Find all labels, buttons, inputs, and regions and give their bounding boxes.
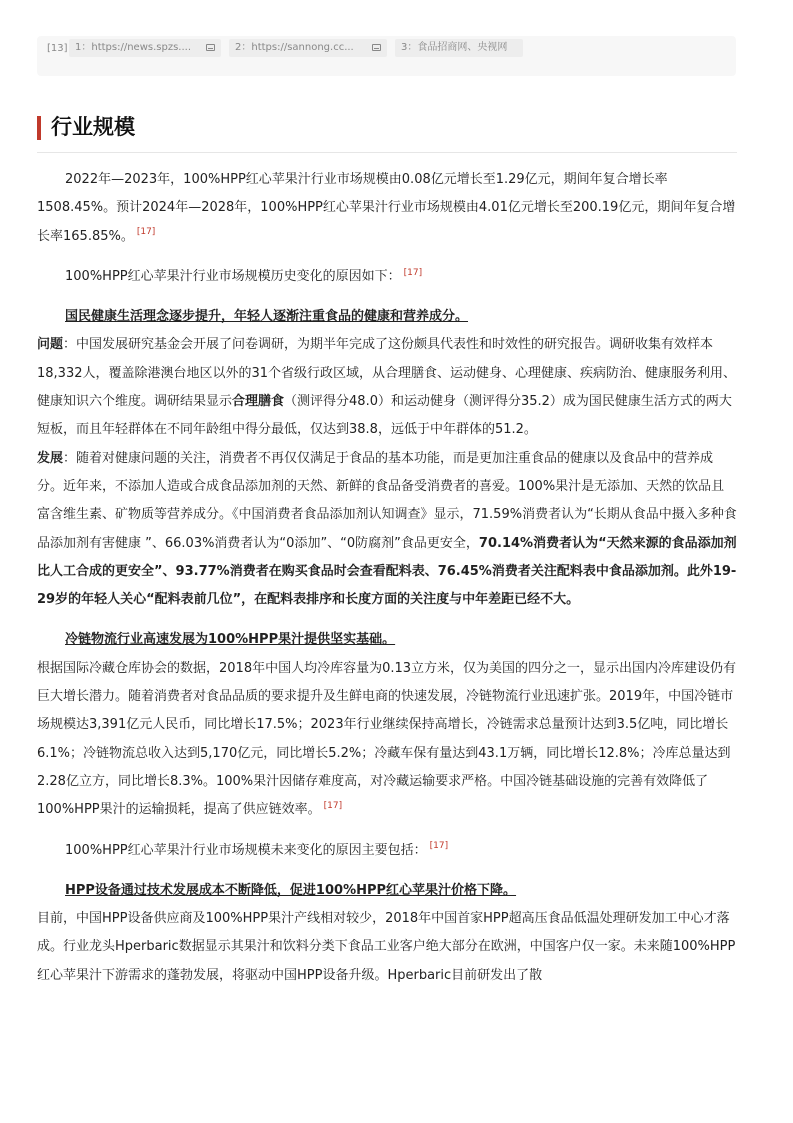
reference-link-3-text: 3：食品招商网、央视网 — [401, 42, 508, 53]
paragraph-hpp-equipment: 目前，中国HPP设备供应商及100%HPP果汁产线相对较少，2018年中国首家HPP超高压食品低温处理研发加工中心才落成。行业龙头Hperbaric数据显示其果汁和饮料分类下食品工业客户绝大部分在欧洲，中国客户仅一家。未来随100%HPP红心苹果汁下游需求的蓬勃发展，将驱动中国HPP设备升级。Hperbaric目前研发出了散 — [37, 911, 736, 983]
paragraph-future-intro: 100%HPP红心苹果汁行业市场规模未来变化的原因主要包括： [17] — [65, 841, 449, 858]
paragraph-market-size: 2022年—2023年，100%HPP红心苹果汁行业市场规模由0.08亿元增长至1.29亿元，期间年复合增长率1508.45%。预计2024年—2028年，100%HPP红心苹果汁行业市场规模由4.01亿元增长至200.19亿元，期间年复合增长率165.85%。 [17] — [37, 172, 736, 244]
paragraph-problem: 问题：中国发展研究基金会开展了问卷调研，为期半年完成了这份颇具代表性和时效性的研究报告。调研收集有效样本18,332人，覆盖除港澳台地区以外的31个省级行政区域，从合理膳食、运动健身、心理健康、疾病防治、健康服务利用、健康知识六个维度。调研结果显示合理膳食（测评得分48.0）和运动健身（测评得分35.2）成为国民健康生活方式的两大短板，而且年轻群体在不同年龄组中得分最低，仅达到38.8，远低于中年群体的51.2。 — [37, 337, 737, 438]
paragraph-cold-chain: 根据国际冷藏仓库协会的数据，2018年中国人均冷库容量为0.13立方米，仅为美国的四分之一，显示出国内冷库建设仍有巨大增长潜力。随着消费者对食品品质的要求提升及生鲜电商的快速发展，冷链物流行业迅速扩张。2019年，中国冷链市场规模达3,391亿元人民币，同比增长17.5%；2023年行业继续保持高增长，冷链需求总量预计达到3.5亿吨，同比增长6.1%；冷链物流总收入达到5,170亿元，同比增长5.2%；冷藏车保有量达到43.1万辆，同比增长12.8%；冷库总量达到2.28亿立方，同比增长8.3%。100%果汁因储存难度高，对冷藏运输要求严格。中国冷链基础设施的完善有效降低了100%HPP果汁的运输损耗，提高了供应链效率。 [17] — [37, 660, 737, 818]
reference-link-2-text: 2：https://sannong.cc... — [235, 42, 354, 53]
subheading-cold-chain: 冷链物流行业高速发展为100%HPP果汁提供坚实基础。 — [65, 632, 396, 648]
heading-accent-bar — [37, 116, 41, 140]
problem-label: 问题 — [37, 337, 64, 353]
reference-link-1[interactable] — [69, 39, 221, 57]
development-label: 发展 — [37, 450, 64, 466]
link-card-icon — [206, 44, 215, 51]
citation-link[interactable]: [17] — [323, 800, 343, 811]
paragraph-development: 发展：随着对健康问题的关注，消费者不再仅仅满足于食品的基本功能，而是更加注重食品的健康以及食品中的营养成分。近年来，不添加人造或合成食品添加剂的天然、新鲜的食品备受消费者的喜爱。100%果汁是无添加、天然的饮品且富含维生素、矿物质等营养成分。《中国消费者食品添加剂认知调查》显示，71.59%消费者认为“长期从食品中摄入多种食品添加剂有害健康 ”、66.03%消费者认为“0添加”、“0防腐剂”食品更安全，70.14%消费者认为“天然来源的食品添加剂比人工合成的更安全”、93.77%消费者在购买食品时会查看配料表、76.45%消费者关注配料表中食品添加剂。此外19-29岁的年轻人关心“配料表前几位”，在配料表排序和长度方面的关注度与中年差距已经不大。 — [37, 450, 737, 608]
paragraph-history-intro: 100%HPP红心苹果汁行业市场规模历史变化的原因如下： [17] — [65, 267, 423, 284]
subheading-hpp-equipment: HPP设备通过技术发展成本不断降低，促进100%HPP红心苹果汁价格下降。 — [65, 882, 517, 898]
section-title: 行业规模 — [51, 115, 135, 139]
citation-link[interactable]: [17] — [136, 227, 156, 238]
subheading-health: 国民健康生活理念逐步提升，年轻人逐渐注重食品的健康和营养成分。 — [65, 309, 469, 325]
link-card-icon — [372, 44, 381, 51]
reference-link-3[interactable] — [395, 39, 523, 57]
reference-link-2[interactable] — [229, 39, 387, 57]
citation-link[interactable]: [17] — [429, 841, 449, 852]
citation-link[interactable]: [17] — [403, 267, 423, 278]
section-heading — [37, 110, 737, 153]
article-body — [37, 166, 737, 990]
reference-number: [13] — [47, 43, 68, 54]
reference-bar — [37, 36, 736, 76]
reference-link-1-text: 1：https://news.spzs.... — [75, 42, 191, 53]
